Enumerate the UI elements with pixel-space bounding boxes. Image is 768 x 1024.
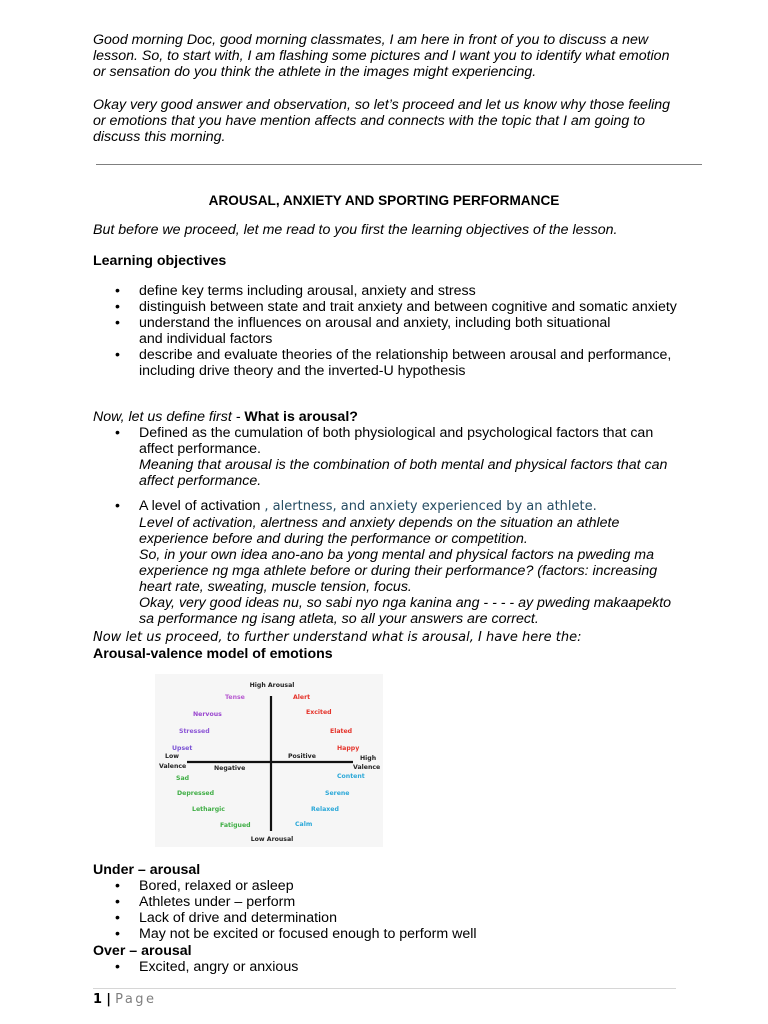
list-item [93,425,683,489]
arousal-valence-diagram [155,674,383,847]
objectives-intro: But before we proceed, let me read to you first the learning objectives of the lesson. [93,222,618,238]
axis-label-negative: Negative [214,765,246,772]
emotion-label-alert: Alert [293,694,311,701]
objectives-heading: Learning objectives [93,253,227,269]
intro-paragraph-2: Okay very good answer and observation, so let’s proceed and let us know why those feeling or emotions that you have mention affects and connects with the topic that I am going to discuss this morning. [93,97,671,145]
activation-line [139,498,683,515]
activation-explanation: Level of activation, alertness and anxiety depends on the situation an athlete experience before and during the performance or competition. [139,515,620,547]
list-item [93,498,683,627]
emotion-label-calm: Calm [295,821,313,828]
list-item: • Athletes under – perform [93,894,683,910]
axis-label-high-arousal: High Arousal [249,682,295,689]
emotion-label-upset: Upset [172,745,193,752]
page-separator: | [106,992,111,1007]
list-item: • Excited, angry or anxious [93,959,683,975]
footer-divider [93,988,676,989]
under-arousal-heading: Under – arousal [93,862,201,878]
objectives-list [93,283,683,379]
emotion-label-happy: Happy [337,745,360,752]
over-arousal-heading: Over – arousal [93,943,192,959]
activation-lead: A level of activation [139,498,265,514]
list-item: • May not be excited or focused enough to perform well [93,926,683,942]
page-footer [93,992,157,1008]
define-question: What is arousal? [244,409,358,425]
diagram-svg [155,674,383,847]
emotion-label-tense: Tense [225,694,245,701]
activation-rest: , alertness, and anxiety experienced by an athlete. [264,499,597,514]
definition-list [93,425,683,627]
list-item: • Bored, relaxed or asleep [93,878,683,894]
axis-label-high: High [360,755,377,762]
intro-paragraph-1: Good morning Doc, good morning classmates, I am here in front of you to discuss a new lesson. So, to start with, I am flashing some pictures and I want you to identify what emotion or sensation do you think the athlete in the images might experiencing. [93,32,670,80]
over-arousal-list [93,959,683,975]
emotion-label-fatigued: Fatigued [220,822,251,829]
list-item: • describe and evaluate theories of the relationship between arousal and performance, including drive theory and the inverted-U hypothesis [93,347,683,379]
define-line [93,409,358,425]
emotion-label-relaxed: Relaxed [311,806,339,813]
definition-meaning: Meaning that arousal is the combination of both mental and physical factors that can affect performance. [139,457,668,489]
axis-label-positive: Positive [288,753,316,760]
emotion-label-depressed: Depressed [177,790,215,797]
define-lead: Now, let us define first - [93,409,245,425]
emotion-label-stressed: Stressed [179,728,210,735]
axis-label-low: Low [165,753,179,760]
axis-label-low-arousal: Low Arousal [250,836,294,843]
horizontal-divider [96,164,702,165]
model-heading: Arousal-valence model of emotions [93,646,333,662]
emotion-label-sad: Sad [176,775,190,782]
activation-question: So, in your own idea ano-ano ba yong mental and physical factors na pweding ma experience ng mga athlete before or during their performance? (factors: increasing heart rate, sweating, muscle tension, focus. [139,547,658,595]
axis-label-low-valence: Valence [159,763,187,770]
emotion-label-elated: Elated [330,728,353,735]
model-intro: Now let us proceed, to further understand what is arousal, I have here the: [93,630,582,645]
list-item: • Lack of drive and determination [93,910,683,926]
activation-answer: Okay, very good ideas nu, so sabi nyo nga kanina ang - - - - ay pweding makaapekto sa performance ng isang atleta, so all your answers are correct. [139,595,672,627]
page-number: 1 [93,992,103,1007]
emotion-label-lethargic: Lethargic [192,806,225,813]
emotion-label-excited: Excited [306,709,332,716]
under-arousal-list [93,878,683,942]
lesson-title: AROUSAL, ANXIETY AND SPORTING PERFORMANCE [208,193,560,208]
axis-label-high-valence: Valence [353,764,381,771]
list-item: • understand the influences on arousal and anxiety, including both situational and individual factors [93,315,683,347]
emotion-label-nervous: Nervous [193,711,222,718]
definition-text: • Defined as the cumulation of both physiological and psychological factors that can affect performance. [139,425,654,457]
list-item: • define key terms including arousal, anxiety and stress [93,283,683,299]
list-item: • distinguish between state and trait anxiety and between cognitive and somatic anxiety [93,299,683,315]
page-label: Page [115,992,157,1007]
emotion-label-content: Content [337,773,365,780]
emotion-label-serene: Serene [325,790,350,797]
